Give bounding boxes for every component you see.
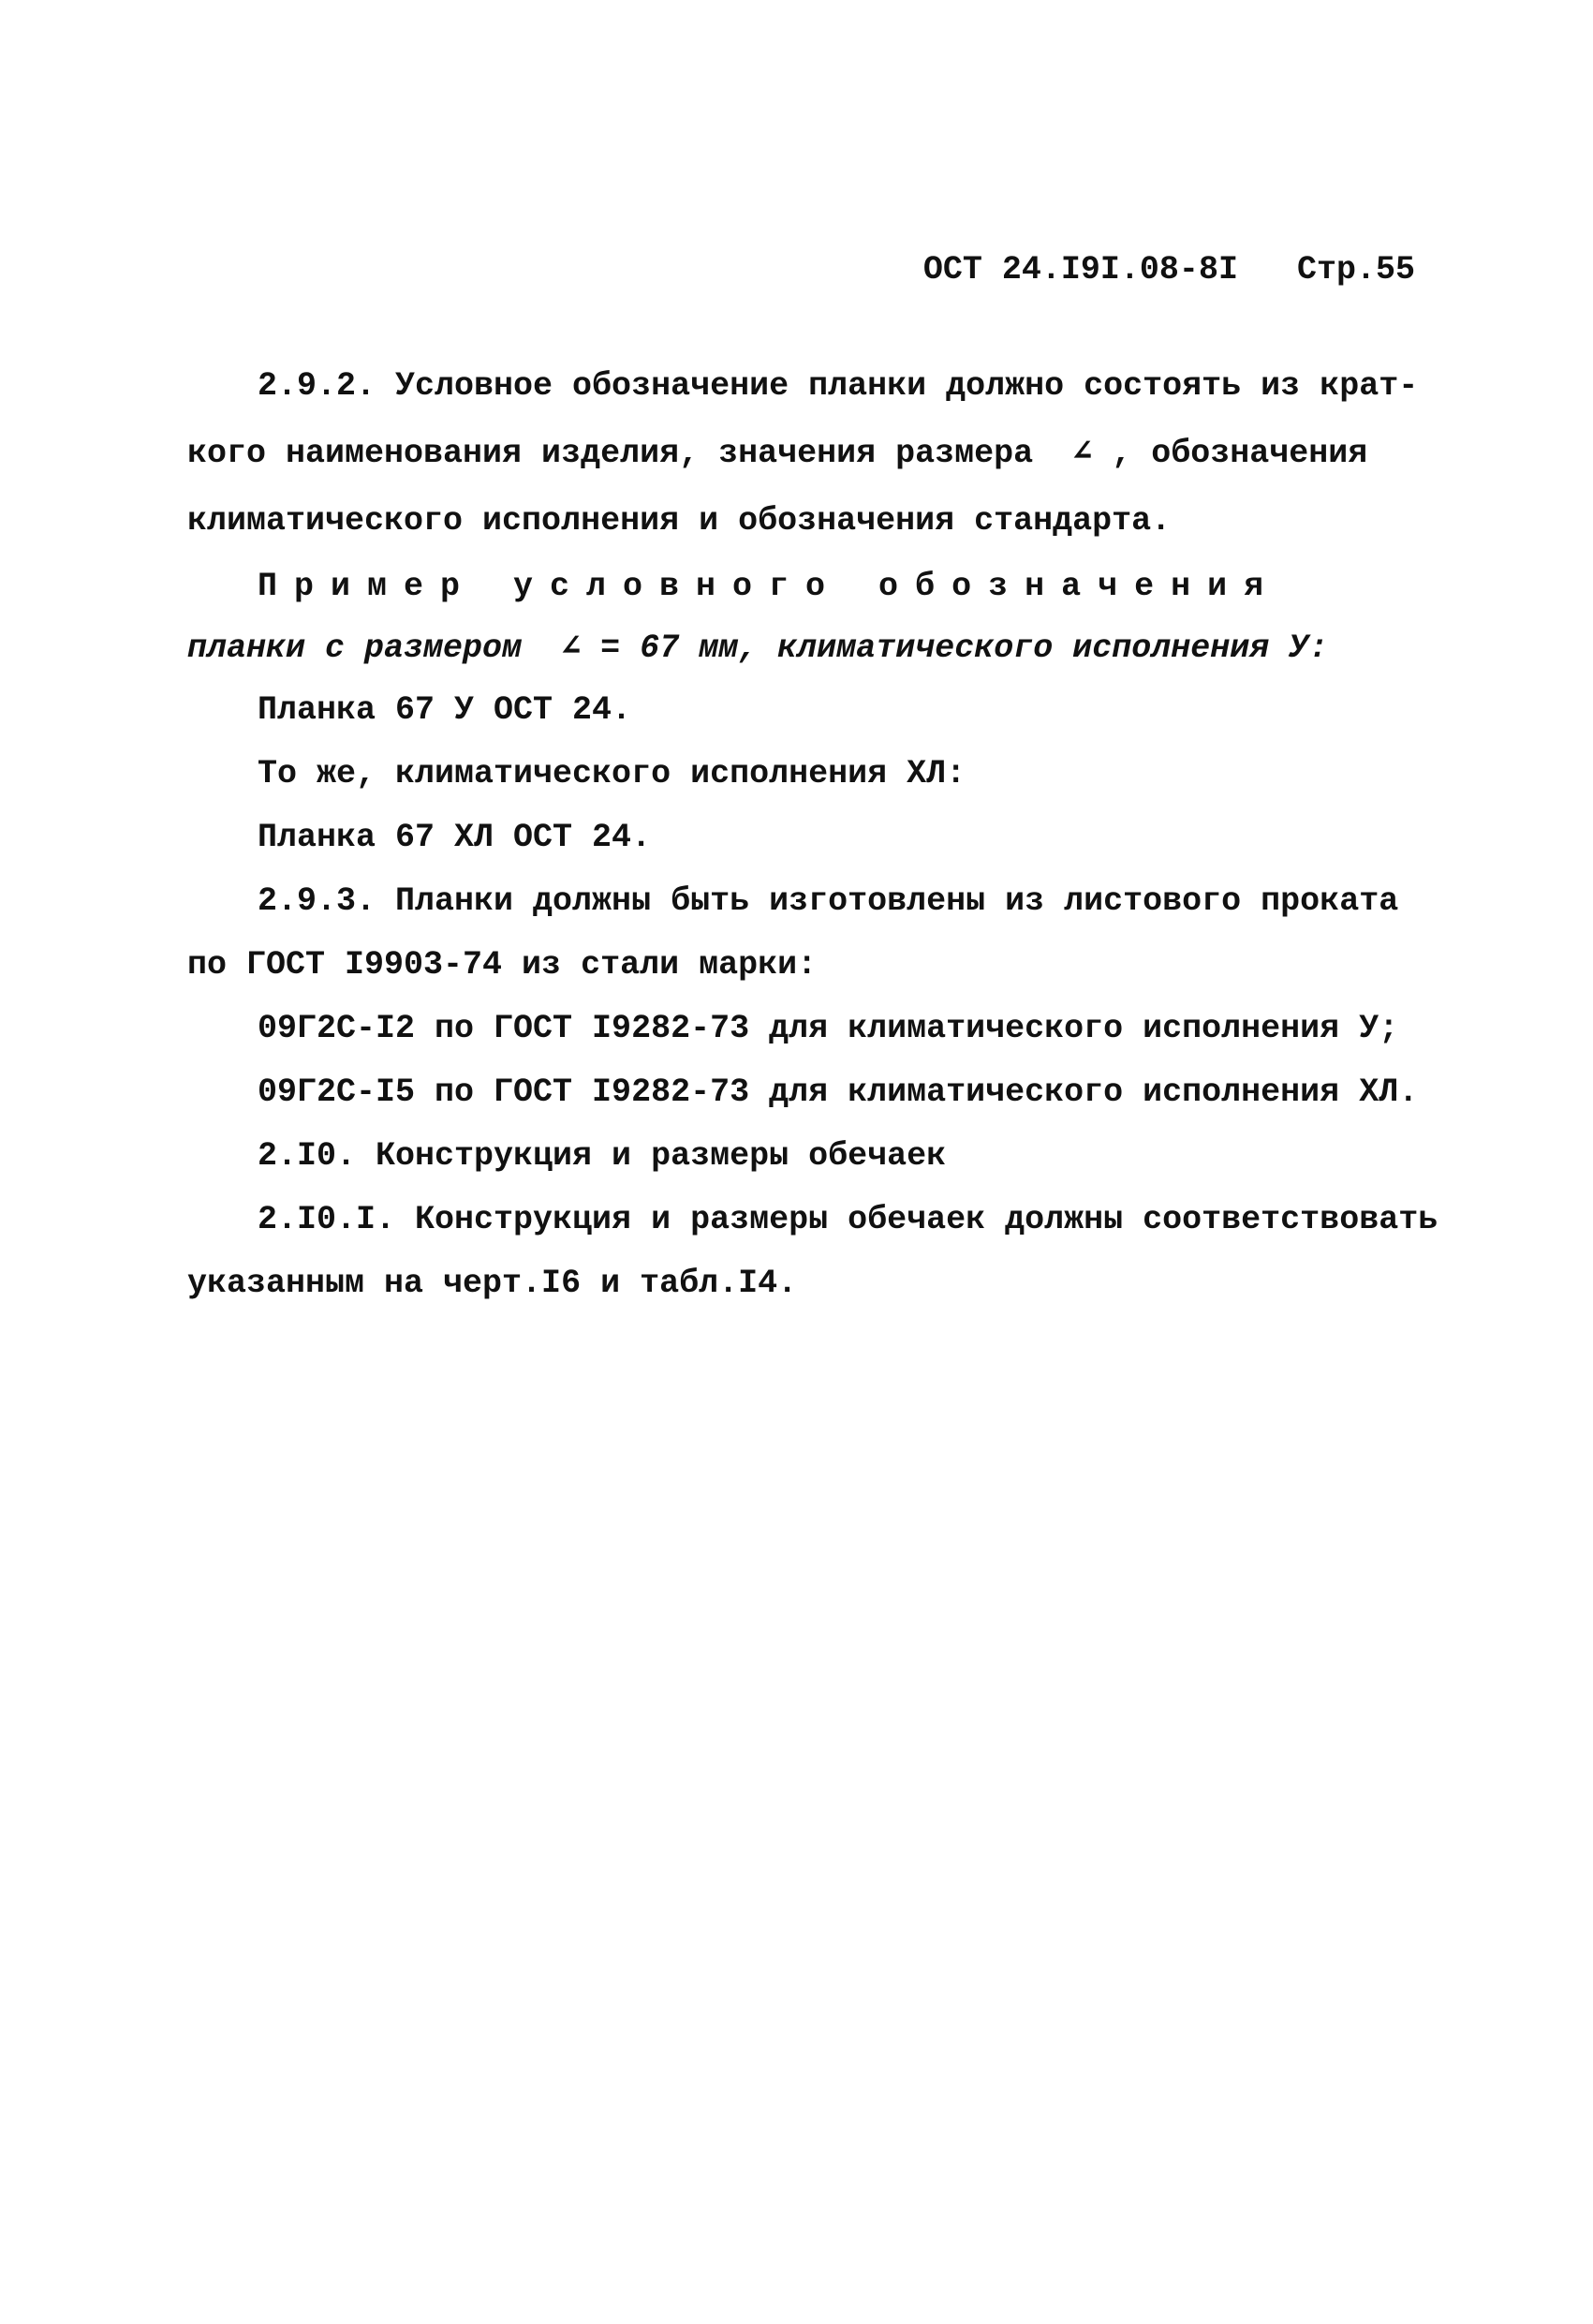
paragraph-2-9-3-line-2: по ГОСТ I9903-74 из стали марки: xyxy=(187,946,818,984)
example-heading: Пример условного обозначения xyxy=(258,568,1281,605)
paragraph-2-9-2-line-2: кого наименования изделия, значения размера ∠ , обозначения xyxy=(187,435,1368,472)
example-designation-2: Планка 67 ХЛ ОСТ 24. xyxy=(258,819,652,856)
steel-grade-2: 09Г2С-I5 по ГОСТ I9282-73 для климатического исполнения ХЛ. xyxy=(258,1073,1419,1111)
paragraph-2-9-2-line-1: 2.9.2. Условное обозначение планки должно состоять из крат- xyxy=(258,367,1419,405)
paragraph-2-9-3-line-1: 2.9.3. Планки должны быть изготовлены из листового проката xyxy=(258,882,1399,920)
paragraph-2-10-1-line-1: 2.I0.I. Конструкция и размеры обечаек должны соответствовать xyxy=(258,1201,1438,1238)
steel-grade-1: 09Г2С-I2 по ГОСТ I9282-73 для климатического исполнения У; xyxy=(258,1010,1399,1047)
example-line: планки с размером ∠ = 67 мм, климатического исполнения У: xyxy=(187,629,1329,667)
paragraph-2-9-2-line-3: климатического исполнения и обозначения стандарта. xyxy=(187,502,1172,540)
section-2-10-heading: 2.I0. Конструкция и размеры обечаек xyxy=(258,1137,947,1175)
page-header xyxy=(923,251,1415,289)
page-number: Стр.55 xyxy=(1296,251,1415,289)
doc-reference: ОСТ 24.I9I.08-8I xyxy=(922,251,1238,289)
example-same-line: То же, климатического исполнения ХЛ: xyxy=(258,755,966,792)
paragraph-2-10-1-line-2: указанным на черт.I6 и табл.I4. xyxy=(187,1265,798,1302)
example-designation-1: Планка 67 У ОСТ 24. xyxy=(258,691,632,729)
